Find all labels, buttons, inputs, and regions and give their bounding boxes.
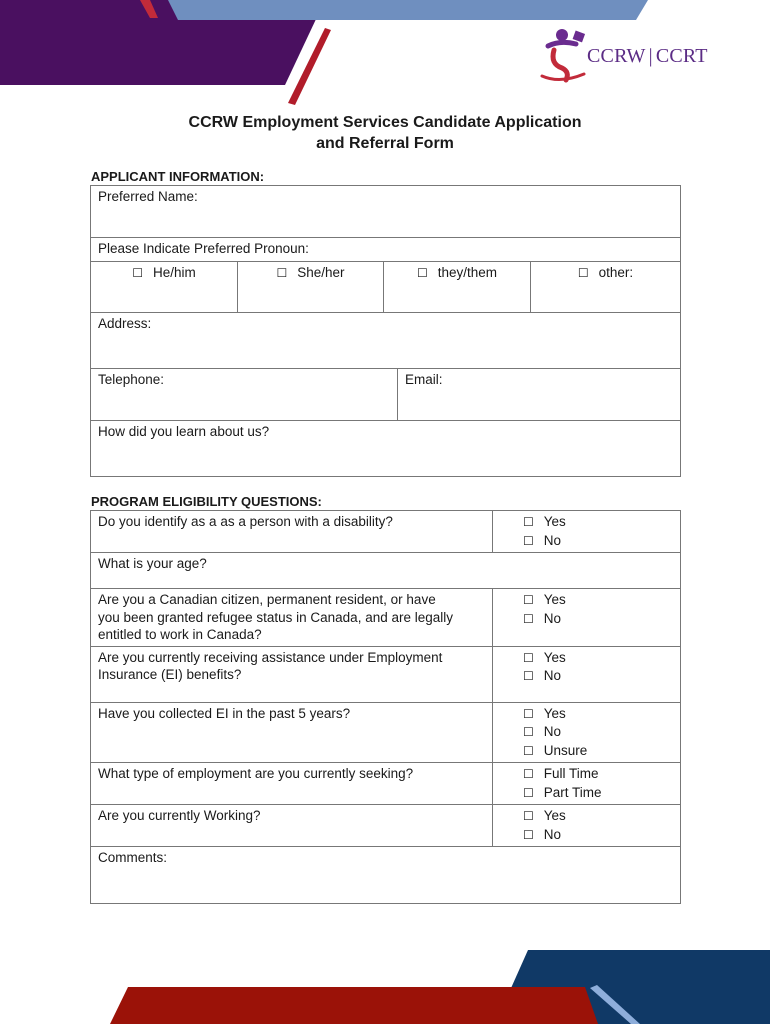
comments-field[interactable]: Comments: <box>91 847 681 904</box>
option-yes[interactable]: ☐ Yes <box>523 705 566 721</box>
option-yes[interactable]: ☐ Yes <box>523 514 566 529</box>
title-line-1: CCRW Employment Services Candidate Application <box>188 114 582 131</box>
address-field[interactable]: Address: <box>91 313 681 369</box>
checkbox-icon[interactable]: ☐ <box>523 611 534 626</box>
banner-red-shape <box>110 987 598 1024</box>
title-line-2: and Referral Form <box>316 135 454 152</box>
option-no[interactable]: ☐ No <box>523 610 562 626</box>
option-yes[interactable]: ☐ Yes <box>523 808 566 823</box>
pronoun-option-other[interactable]: ☐ other: <box>531 262 681 313</box>
checkbox-icon[interactable]: ☐ <box>523 725 534 739</box>
banner-blue-shape <box>168 0 648 20</box>
checkbox-icon[interactable]: ☐ <box>276 266 288 280</box>
checkbox-icon[interactable]: ☐ <box>523 533 534 548</box>
question-disability: Do you identify as a as a person with a disability? <box>91 511 493 553</box>
checkbox-icon[interactable]: ☐ <box>523 650 534 665</box>
option-no[interactable]: ☐ No <box>523 668 562 683</box>
preferred-name-field[interactable]: Preferred Name: <box>91 186 681 238</box>
option-full-time[interactable]: ☐ Full Time <box>523 766 599 781</box>
checkbox-icon[interactable]: ☐ <box>523 706 534 721</box>
option-yes[interactable]: ☐ Yes <box>523 592 566 607</box>
option-yes[interactable]: ☐ Yes <box>523 649 566 665</box>
employment-type-options <box>493 763 681 805</box>
bottom-banner <box>0 945 770 1024</box>
checkbox-icon[interactable]: ☐ <box>577 266 589 280</box>
checkbox-icon[interactable]: ☐ <box>132 266 143 280</box>
working-options <box>493 805 681 847</box>
checkbox-icon[interactable]: ☐ <box>523 767 534 781</box>
checkbox-icon[interactable]: ☐ <box>523 669 534 683</box>
eligibility-heading: PROGRAM ELIGIBILITY QUESTIONS: <box>91 494 322 509</box>
checkbox-icon[interactable]: ☐ <box>523 785 534 800</box>
question-ei-current: Are you currently receiving assistance under Employment Insurance (EI) benefits? <box>91 646 493 702</box>
checkbox-icon[interactable]: ☐ <box>523 743 534 758</box>
logo-wordmark: CCRW | CCRT <box>587 45 708 67</box>
pronoun-label: Please Indicate Preferred Pronoun: <box>91 238 681 262</box>
applicant-info-table <box>90 185 681 477</box>
applicant-info-heading: APPLICANT INFORMATION: <box>91 169 265 184</box>
option-no[interactable]: ☐ No <box>523 826 562 842</box>
checkbox-icon[interactable]: ☐ <box>523 515 534 529</box>
pronoun-option-he[interactable]: ☐ He/him <box>91 262 238 313</box>
pronoun-option-she[interactable]: ☐ She/her <box>238 262 384 313</box>
citizenship-options <box>493 589 681 647</box>
checkbox-icon[interactable]: ☐ <box>523 809 534 823</box>
eligibility-table <box>90 510 681 904</box>
question-employment-type: What type of employment are you currently seeking? <box>91 763 493 805</box>
question-ei-past: Have you collected EI in the past 5 years? <box>91 702 493 763</box>
ei-current-options <box>493 646 681 702</box>
option-part-time[interactable]: ☐ Part Time <box>523 784 602 800</box>
question-working: Are you currently Working? <box>91 805 493 847</box>
pronoun-option-they[interactable]: ☐ they/them <box>384 262 531 313</box>
checkbox-icon[interactable]: ☐ <box>416 266 428 280</box>
checkbox-icon[interactable]: ☐ <box>523 827 534 842</box>
ei-past-options <box>493 702 681 763</box>
email-field[interactable]: Email: <box>398 369 681 421</box>
telephone-field[interactable]: Telephone: <box>91 369 398 421</box>
option-unsure[interactable]: ☐ Unsure <box>523 742 588 758</box>
question-citizenship: Are you a Canadian citizen, permanent resident, or have you been granted refugee status in Canada, and are legally entitled to work in Canada? <box>91 589 493 647</box>
question-age[interactable]: What is your age? <box>91 553 681 589</box>
form-title <box>0 112 770 154</box>
referral-source-field[interactable]: How did you learn about us? <box>91 421 681 477</box>
option-no[interactable]: ☐ No <box>523 532 562 548</box>
disability-options <box>493 511 681 553</box>
option-no[interactable]: ☐ No <box>523 724 562 739</box>
checkbox-icon[interactable]: ☐ <box>523 593 534 607</box>
logo-mark-icon <box>540 28 588 84</box>
